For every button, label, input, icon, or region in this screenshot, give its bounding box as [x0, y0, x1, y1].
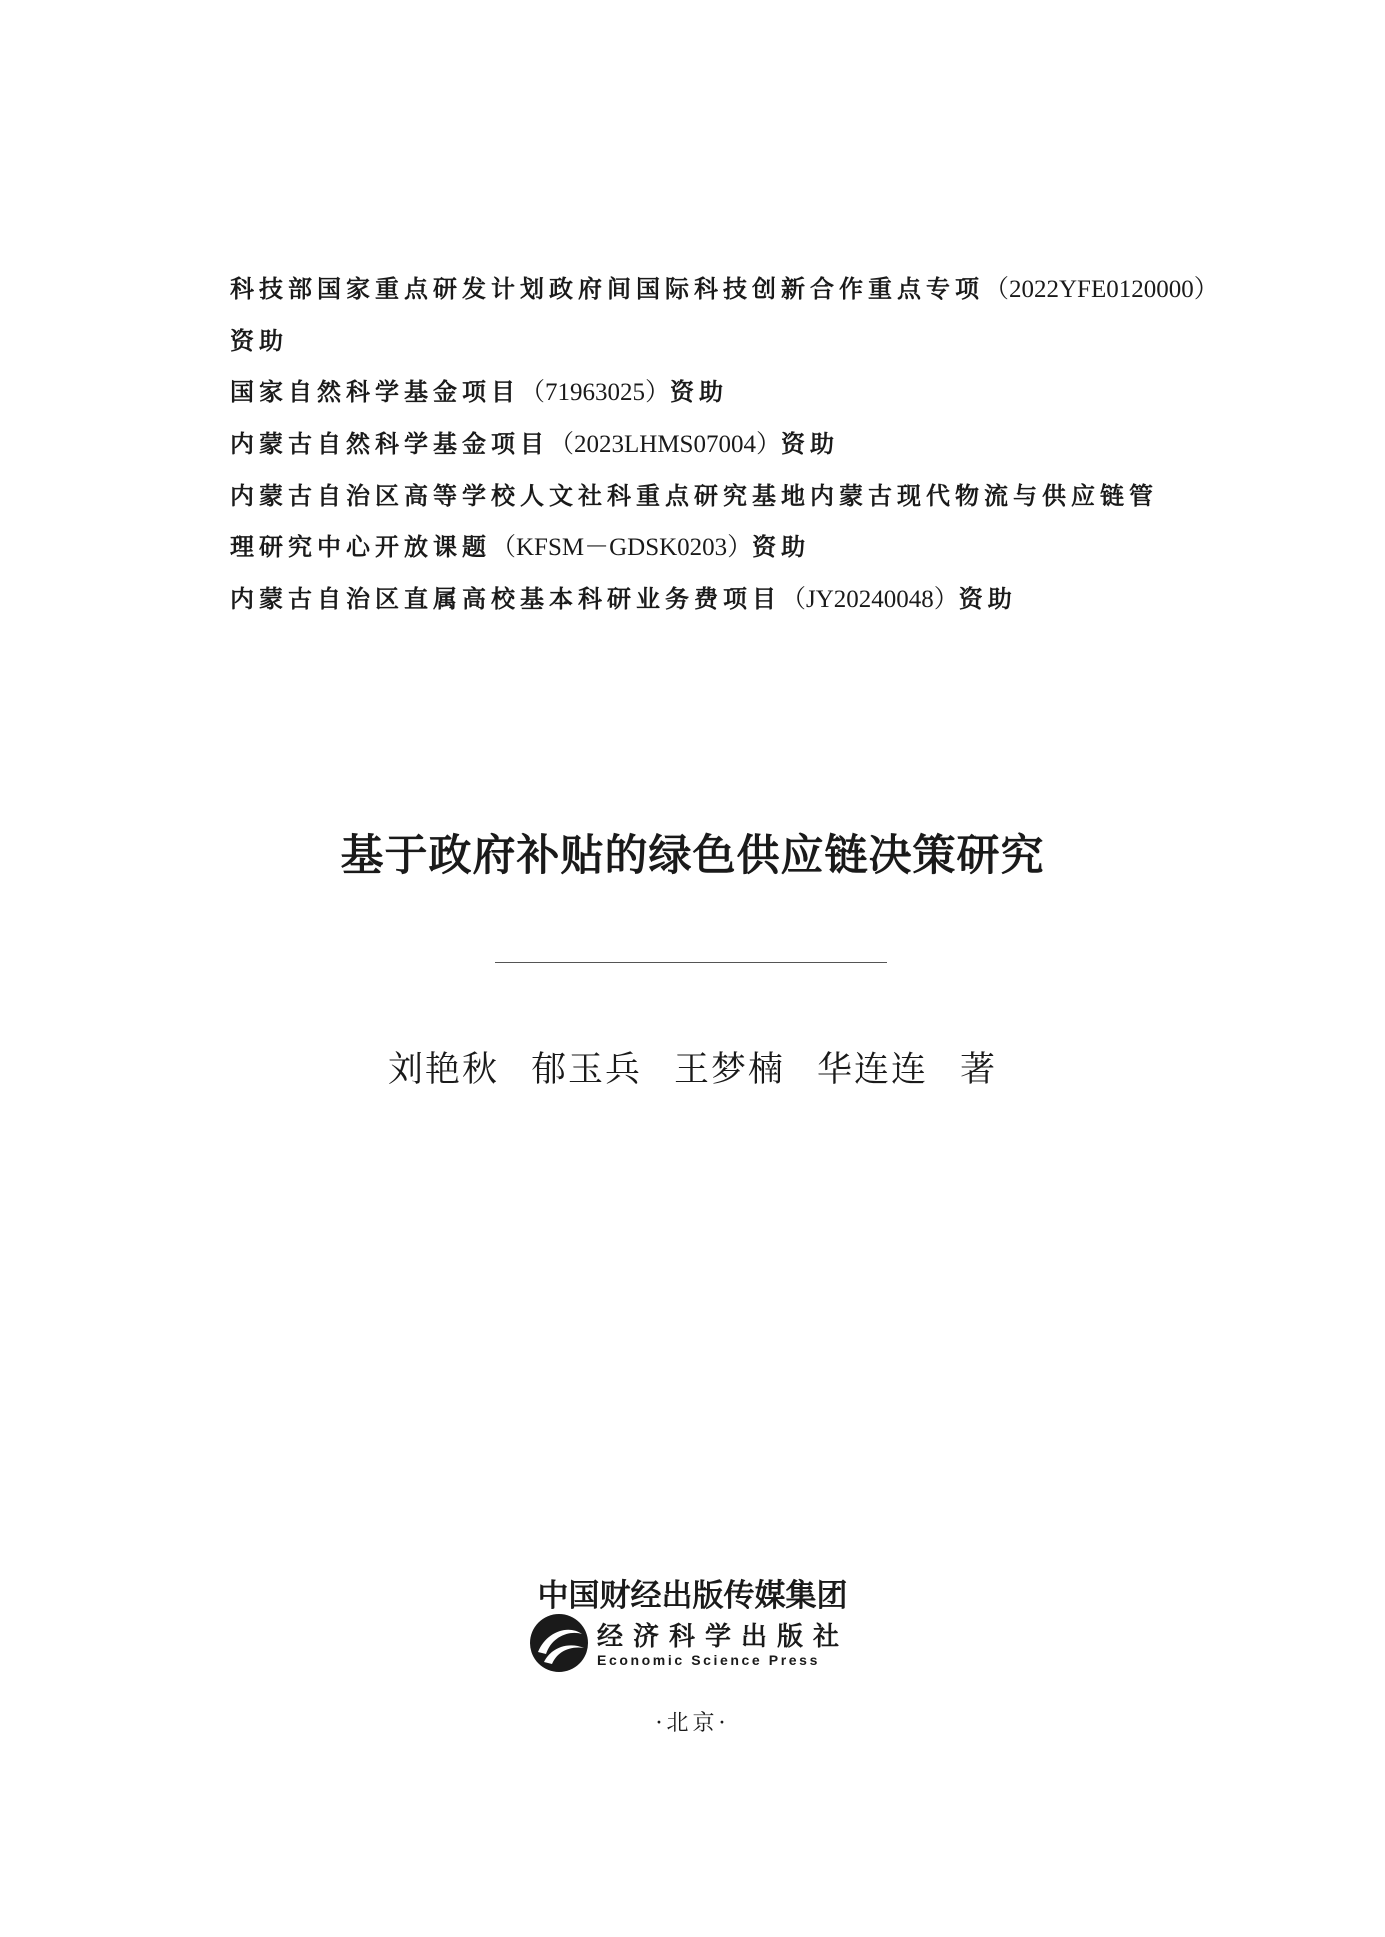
publisher-name-en: Economic Science Press	[597, 1652, 820, 1668]
publisher-logo-icon	[528, 1612, 590, 1674]
author-2: 郁玉兵	[530, 1050, 642, 1090]
publisher-city: ·北京·	[655, 1711, 730, 1736]
title-divider	[495, 962, 887, 963]
publisher-name-cn: 经济科学出版社	[597, 1622, 850, 1652]
author-role: 著	[960, 1050, 998, 1090]
funding-line-7: 内蒙古自治区直属高校基本科研业务费项目（JY20240048）资助	[230, 584, 1017, 613]
author-3: 王梦楠	[673, 1050, 785, 1090]
funding-line-4: 内蒙古自然科学基金项目（2023LHMS07004）资助	[230, 429, 839, 458]
book-title: 基于政府补贴的绿色供应链决策研究	[340, 831, 1045, 881]
funding-line-6: 理研究中心开放课题（KFSM－GDSK0203）资助	[230, 532, 811, 561]
author-line	[0, 1042, 1385, 1092]
funding-line-3: 国家自然科学基金项目（71963025）资助	[230, 377, 729, 406]
funding-line-1: 科技部国家重点研发计划政府间国际科技创新合作重点专项（2022YFE0120000）	[230, 274, 1219, 303]
funding-notes	[230, 263, 1219, 625]
funding-line-5: 内蒙古自治区高等学校人文社科重点研究基地内蒙古现代物流与供应链管	[230, 481, 1158, 510]
publishing-group: 中国财经出版传媒集团	[537, 1578, 848, 1614]
funding-line-2: 资助	[230, 326, 288, 355]
author-1: 刘艳秋	[387, 1050, 499, 1090]
author-4: 华连连	[817, 1050, 929, 1090]
